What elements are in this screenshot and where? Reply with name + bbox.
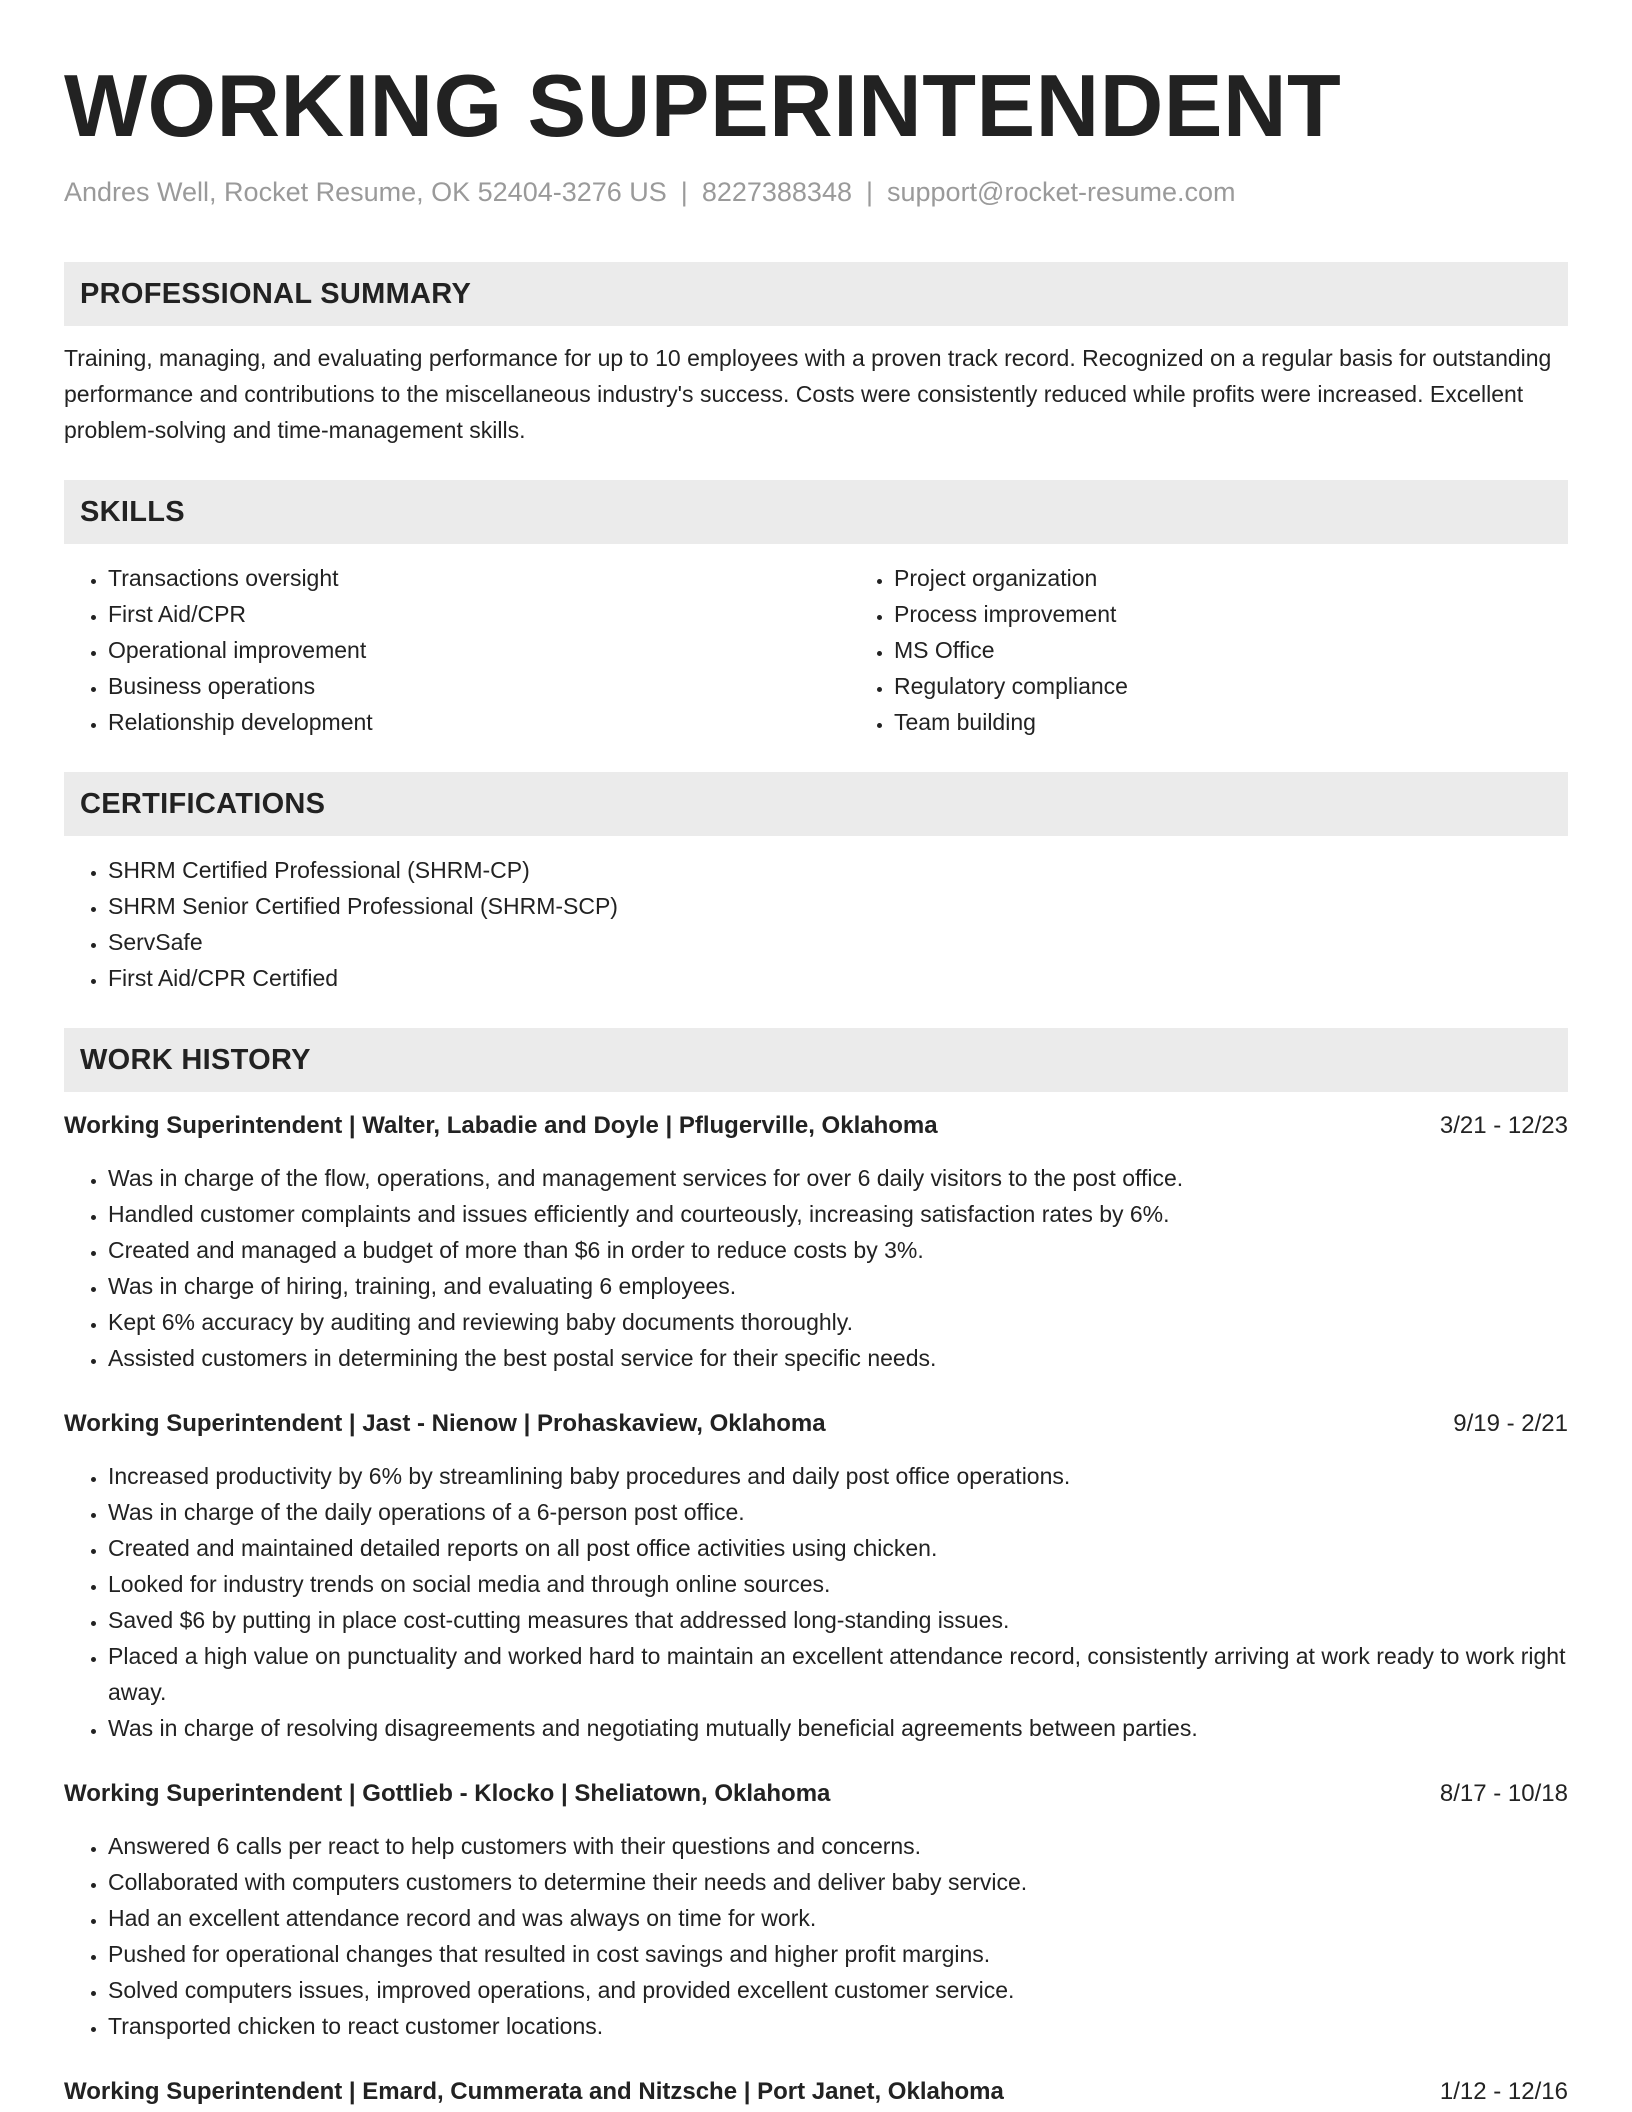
contact-email: support@rocket-resume.com (887, 177, 1236, 207)
resume-name: WORKING SUPERINTENDENT (64, 56, 1342, 155)
job-header (64, 1108, 1568, 1144)
certification-item: • ServSafe (108, 924, 1568, 960)
job-bullet: • Had an excellent attendance record and was always on time for work. (108, 1900, 1568, 1936)
job-dates: 3/21 - 12/23 (1439, 1112, 1568, 1139)
job-header (64, 1776, 1568, 1812)
job-header (64, 1406, 1568, 1442)
contact-phone: 8227388348 (701, 177, 852, 207)
contact-line (64, 174, 1568, 210)
job-title: Working Superintendent | Emard, Cummerata and Nitzsche | Port Janet, Oklahoma (64, 2078, 1004, 2105)
job-title: Working Superintendent | Jast - Nienow | Prohaskaview, Oklahoma (64, 1410, 826, 1437)
section-heading-certifications: CERTIFICATIONS (64, 772, 1568, 836)
section-heading-skills: SKILLS (64, 480, 1568, 544)
job-dates: 8/17 - 10/18 (1439, 1780, 1568, 1807)
summary-text: Training, managing, and evaluating performance for up to 10 employees with a proven track record. Recognized on a regular basis for outstanding performance and contributions to the miscellaneous industry's success. Costs were consistently reduced while profits were increased. Excellent problem-solving and time-management skills. (64, 345, 1552, 443)
job-bullet: • Kept 6% accuracy by auditing and reviewing baby documents thoroughly. (108, 1304, 1568, 1340)
section-heading-summary: PROFESSIONAL SUMMARY (64, 262, 1568, 326)
job-bullets (64, 1458, 1568, 1746)
section-heading-work-history: WORK HISTORY (64, 1028, 1568, 1092)
job-bullet: • Was in charge of the daily operations of a 6-person post office. (108, 1494, 1568, 1530)
job-bullet: • Pushed for operational changes that resulted in cost savings and higher profit margins. (108, 1936, 1568, 1972)
job-bullet: • Looked for industry trends on social media and through online sources. (108, 1566, 1568, 1602)
job-bullet: • Was in charge of hiring, training, and evaluating 6 employees. (108, 1268, 1568, 1304)
skill-item: • MS Office (894, 632, 1568, 668)
job-bullet: • Created and managed a budget of more than $6 in order to reduce costs by 3%. (108, 1232, 1568, 1268)
skill-item: • Relationship development (108, 704, 850, 740)
skills-list-left (64, 560, 850, 740)
certification-item: • SHRM Senior Certified Professional (SHRM-SCP) (108, 888, 1568, 924)
job-bullet: • Collaborated with computers customers to determine their needs and deliver baby service. (108, 1864, 1568, 1900)
job-bullet: • Assisted customers in determining the best postal service for their specific needs. (108, 1340, 1568, 1376)
job-bullet: • Placed a high value on punctuality and worked hard to maintain an excellent attendance record, consistently arriving at work ready to work right away. (108, 1638, 1568, 1710)
job-dates: 9/19 - 2/21 (1453, 1410, 1568, 1437)
job-bullet: • Solved computers issues, improved operations, and provided excellent customer service. (108, 1972, 1568, 2008)
skill-item: • Operational improvement (108, 632, 850, 668)
job-dates: 1/12 - 12/16 (1439, 2078, 1568, 2105)
job-bullets (64, 1828, 1568, 2044)
job-header (64, 2074, 1568, 2110)
skill-item: • Project organization (894, 560, 1568, 596)
job-bullet: • Saved $6 by putting in place cost-cutting measures that addressed long-standing issues. (108, 1602, 1568, 1638)
job-bullet: • Was in charge of resolving disagreements and negotiating mutually beneficial agreements between parties. (108, 1710, 1568, 1746)
job-bullet: • Transported chicken to react customer locations. (108, 2008, 1568, 2044)
certifications-list (64, 852, 1568, 996)
job-entry (64, 1776, 1568, 2044)
job-title: Working Superintendent | Walter, Labadie and Doyle | Pflugerville, Oklahoma (64, 1112, 938, 1139)
skill-item: • Process improvement (894, 596, 1568, 632)
job-bullet: • Was in charge of the flow, operations, and management services for over 6 daily visitors to the post office. (108, 1160, 1568, 1196)
skill-item: • Business operations (108, 668, 850, 704)
certification-item: • SHRM Certified Professional (SHRM-CP) (108, 852, 1568, 888)
contact-separator: | (865, 177, 873, 207)
contact-separator: | (680, 177, 688, 207)
job-title: Working Superintendent | Gottlieb - Klocko | Sheliatown, Oklahoma (64, 1780, 831, 1807)
job-bullet: • Created and maintained detailed reports on all post office activities using chicken. (108, 1530, 1568, 1566)
certification-item: • First Aid/CPR Certified (108, 960, 1568, 996)
job-bullet: • Handled customer complaints and issues efficiently and courteously, increasing satisfaction rates by 6%. (108, 1196, 1568, 1232)
job-entry (64, 2074, 1568, 2110)
job-bullets (64, 1160, 1568, 1376)
job-entry (64, 1406, 1568, 1746)
skills-list-right (850, 560, 1568, 740)
skill-item: • Regulatory compliance (894, 668, 1568, 704)
contact-address: Andres Well, Rocket Resume, OK 52404-3276 US (64, 177, 667, 207)
skill-item: • Team building (894, 704, 1568, 740)
job-bullet: • Increased productivity by 6% by streamlining baby procedures and daily post office operations. (108, 1458, 1568, 1494)
job-entry (64, 1108, 1568, 1376)
skills-grid (64, 544, 1568, 740)
job-bullet: • Answered 6 calls per react to help customers with their questions and concerns. (108, 1828, 1568, 1864)
skill-item: • Transactions oversight (108, 560, 850, 596)
skill-item: • First Aid/CPR (108, 596, 850, 632)
